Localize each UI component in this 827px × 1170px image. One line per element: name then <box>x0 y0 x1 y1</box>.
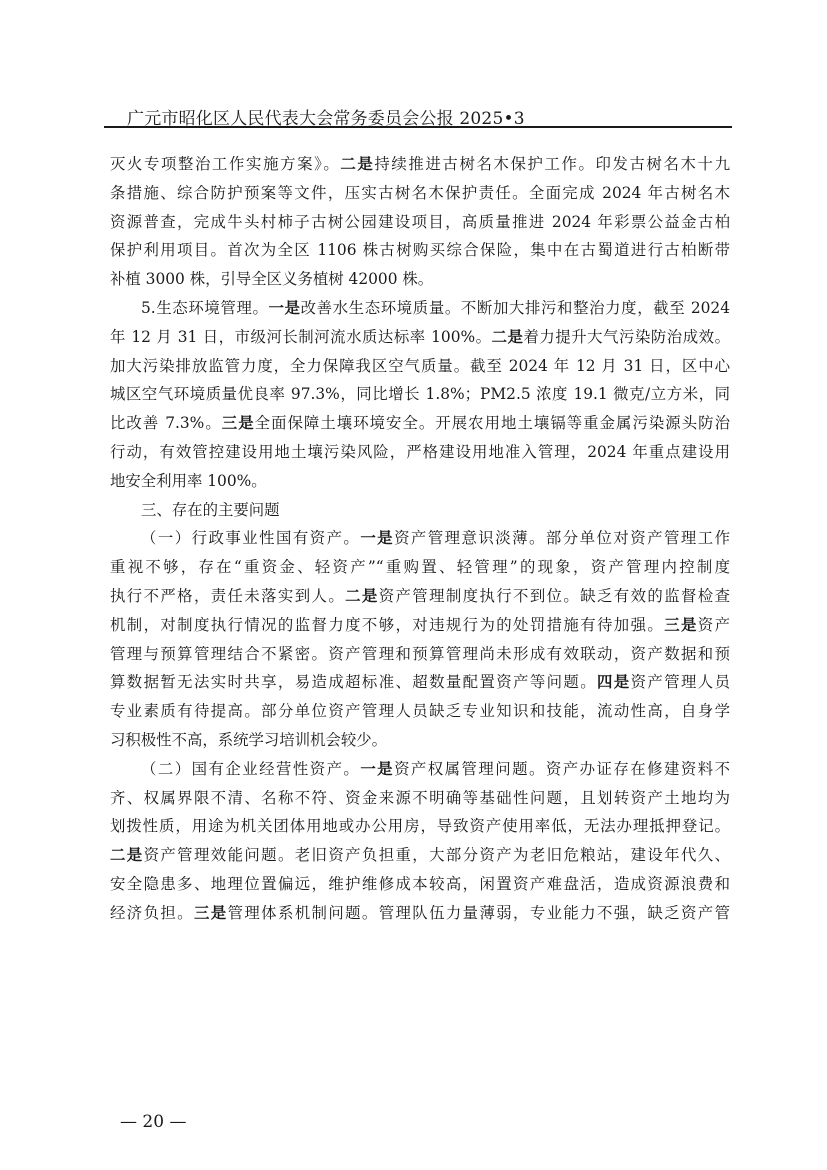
text-segment: 习积极性不高，系统学习培训机会较少。 <box>110 730 388 749</box>
text-segment: 城区空气环境质量优良率 97.3%，同比增长 1.8%；PM2.5 浓度 19.1 微克/立方米，同 <box>110 385 730 404</box>
bold-phrase: 三是 <box>221 414 255 433</box>
text-line <box>110 755 730 784</box>
text-line <box>110 352 730 381</box>
text-line <box>110 323 730 352</box>
bold-phrase: 二是 <box>110 846 144 865</box>
text-segment: 改善水生态环境质量。不断加大排污和整治力度，截至 2024 <box>300 298 730 317</box>
text-segment: 专业素质有待提高。部分单位资产管理人员缺乏专业知识和技能，流动性高，自身学 <box>110 702 730 721</box>
text-segment: 资产管理制度执行不到位。缺乏有效的监督检查 <box>378 586 730 605</box>
text-segment: 资产权属管理问题。资产办证存在修建资料不 <box>394 759 730 778</box>
text-line <box>110 726 730 755</box>
bold-phrase: 二是 <box>345 586 379 605</box>
bold-phrase: 三是 <box>664 615 698 634</box>
text-segment: 年 12 月 31 日，市级河长制河流水质达标率 100%。 <box>110 327 492 346</box>
text-segment: 安全隐患多、地理位置偏远，维护维修成本较高，闲置资产难盘活，造成资源浪费和 <box>110 874 730 893</box>
text-segment: （一）行政事业性国有资产。 <box>141 529 361 548</box>
bold-phrase: 二是 <box>491 327 524 346</box>
text-segment: 地安全利用率 100%。 <box>110 471 267 490</box>
text-segment: 齐、权属界限不清、名称不符、资金来源不明确等基础性问题，且划转资产土地均为 <box>110 788 730 807</box>
text-line <box>110 697 730 726</box>
text-segment: 条措施、综合防护预案等文件，压实古树名木保护责任。全面完成 2024 年古树名木 <box>110 183 730 202</box>
document-body <box>110 150 730 928</box>
text-line <box>110 899 730 928</box>
text-segment: 行动，有效管控建设用地土壤污染风险，严格建设用地准入管理，2024 年重点建设用 <box>110 442 730 461</box>
text-line <box>110 265 730 294</box>
text-line <box>110 236 730 265</box>
text-segment: 资产管理效能问题。老旧资产负担重，大部分资产为老旧危粮站，建设年代久、 <box>143 846 730 865</box>
text-segment: （二）国有企业经营性资产。 <box>141 759 361 778</box>
text-line <box>110 812 730 841</box>
text-line <box>110 467 730 496</box>
text-segment: 加大污染排放监管力度，全力保障我区空气质量。截至 2024 年 12 月 31 日，区中心 <box>110 356 730 375</box>
bold-phrase: 一是 <box>360 759 395 778</box>
text-segment: 灭火专项整治工作实施方案》。 <box>110 155 341 173</box>
text-line <box>110 582 730 611</box>
text-segment: 全面保障土壤环境安全。开展农用地土壤镉等重金属污染源头防治 <box>254 414 730 433</box>
text-segment: 划拨性质，用途为机关团体用地或办公用房，导致资产使用率低，无法办理抵押登记。 <box>110 817 730 836</box>
bold-phrase: 四是 <box>597 673 631 692</box>
text-line <box>110 524 730 553</box>
text-line <box>110 668 730 697</box>
text-segment: 经济负担。 <box>110 903 194 922</box>
text-segment: 管理体系机制问题。管理队伍力量薄弱，专业能力不强，缺乏资产管 <box>227 903 730 922</box>
bold-phrase: 三是 <box>193 903 228 922</box>
text-line <box>110 294 730 323</box>
text-segment: 资产管理意识淡薄。部分单位对资产管理工作 <box>394 529 730 548</box>
text-segment: 着力提升大气污染防治成效。 <box>523 327 730 346</box>
text-line <box>110 611 730 640</box>
text-segment: 资源普查，完成牛头村柿子古树公园建设项目，高质量推进 2024 年彩票公益金古柏 <box>110 212 730 231</box>
text-line <box>110 179 730 208</box>
text-segment: 补植 3000 株，引导全区义务植树 42000 株。 <box>110 270 434 289</box>
bold-phrase: 一是 <box>360 529 395 548</box>
text-line <box>110 553 730 582</box>
header-rule <box>104 126 732 128</box>
text-line <box>110 640 730 669</box>
text-line <box>110 380 730 409</box>
text-segment: 资产管理人员 <box>630 673 730 692</box>
text-segment: 资产 <box>697 615 730 634</box>
text-segment: 重视不够，存在“重资金、轻资产”“重购置、轻管理”的现象，资产管理内控制度 <box>110 558 730 577</box>
bold-phrase: 一是 <box>268 298 301 317</box>
text-segment: 持续推进古树名木保护工作。印发古树名木十九 <box>374 155 730 173</box>
text-segment: 算数据暂无法实时共享，易造成超标准、超数量配置资产等问题。 <box>110 673 598 692</box>
text-segment: 保护利用项目。首次为全区 1106 株古树购买综合保险，集中在古蜀道进行古柏断带 <box>110 241 730 260</box>
text-segment: 执行不严格，责任未落实到人。 <box>110 586 346 605</box>
text-segment: 管理与预算管理结合不紧密。资产管理和预算管理尚未形成有效联动，资产数据和预 <box>110 644 730 663</box>
text-line <box>110 438 730 467</box>
bold-phrase: 二是 <box>340 155 375 173</box>
text-line <box>110 841 730 870</box>
publication-header: 广元市昭化区人民代表大会常务委员会公报 2025•3 <box>127 109 525 129</box>
text-segment: 5.生态环境管理。 <box>141 298 269 317</box>
text-line <box>110 409 730 438</box>
text-line <box>110 150 730 179</box>
text-line <box>110 208 730 237</box>
text-segment: 机制，对制度执行情况的监督力度不够，对违规行为的处罚措施有待加强。 <box>110 615 665 634</box>
text-segment: 比改善 7.3%。 <box>110 414 222 433</box>
text-segment: 三、存在的主要问题 <box>141 500 280 519</box>
text-line <box>110 784 730 813</box>
section-heading <box>110 496 730 525</box>
page-number: — 20 — <box>120 1112 187 1132</box>
text-line <box>110 870 730 899</box>
